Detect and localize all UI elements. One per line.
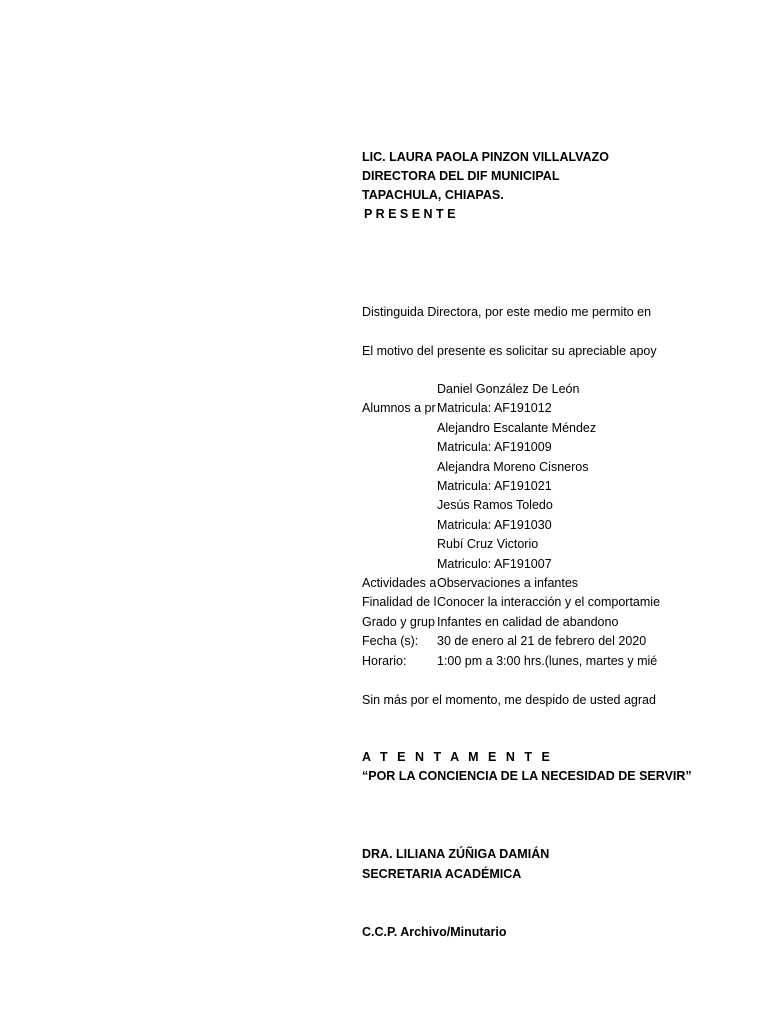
recipient-name: LIC. LAURA PAOLA PINZON VILLALVAZO xyxy=(362,150,609,164)
table-row-label: Fecha (s): xyxy=(362,634,419,648)
table-row-value: Matricula: AF191009 xyxy=(437,440,552,454)
table-row-value: Matriculo: AF191007 xyxy=(437,557,552,571)
table-row xyxy=(362,594,762,610)
table-row-value: Rubí Cruz Victorio xyxy=(437,537,539,551)
table-row-label: Finalidad de l xyxy=(362,595,437,609)
greeting-paragraph: Distinguida Directora, por este medio me permito en xyxy=(362,305,652,319)
table-row xyxy=(362,556,762,572)
table-row xyxy=(362,614,762,630)
table-row-value: 1:00 pm a 3:00 hrs.(lunes, martes y mié xyxy=(437,654,658,668)
table-row xyxy=(362,400,762,416)
table-row-value: Matricula: AF191021 xyxy=(437,479,552,493)
table-row xyxy=(362,517,762,533)
motive-paragraph: El motivo del presente es solicitar su apreciable apoy xyxy=(362,344,657,358)
table-row xyxy=(362,497,762,513)
table-row-value: Daniel González De León xyxy=(437,382,580,396)
table-row-value: Alejandra Moreno Cisneros xyxy=(437,460,589,474)
table-row xyxy=(362,633,762,649)
table-row-value: Infantes en calidad de abandono xyxy=(437,615,619,629)
table-row xyxy=(362,575,762,591)
letter-body xyxy=(362,0,692,1024)
signer-name: DRA. LILIANA ZÚÑIGA DAMIÁN xyxy=(362,847,550,861)
signer-title: SECRETARIA ACADÉMICA xyxy=(362,867,522,881)
presente-label: P R E S E N T E xyxy=(364,207,456,221)
table-row-value: Conocer la interacción y el comportamie xyxy=(437,595,661,609)
table-row xyxy=(362,459,762,475)
table-row xyxy=(362,653,762,669)
table-row-label: Horario: xyxy=(362,654,407,668)
table-row xyxy=(362,420,762,436)
table-row-value: Matricula: AF191030 xyxy=(437,518,552,532)
table-row-value: Jesús Ramos Toledo xyxy=(437,498,553,512)
table-row-value: 30 de enero al 21 de febrero del 2020 xyxy=(437,634,647,648)
table-row xyxy=(362,381,762,397)
table-row xyxy=(362,478,762,494)
motto: “POR LA CONCIENCIA DE LA NECESIDAD DE SERVIR” xyxy=(362,769,692,783)
table-row-value: Alejandro Escalante Méndez xyxy=(437,421,597,435)
table-row-label: Grado y grup xyxy=(362,615,435,629)
atentamente-label: A T E N T A M E N T E xyxy=(362,750,553,764)
table-row-label: Alumnos a pr xyxy=(362,401,436,415)
table-row-value: Observaciones a infantes xyxy=(437,576,579,590)
table-row-label: Actividades a xyxy=(362,576,437,590)
recipient-city: TAPACHULA, CHIAPAS. xyxy=(362,188,504,202)
table-row xyxy=(362,536,762,552)
recipient-position: DIRECTORA DEL DIF MUNICIPAL xyxy=(362,169,560,183)
table-row xyxy=(362,439,762,455)
table-row-value: Matricula: AF191012 xyxy=(437,401,552,415)
ccp-line: C.C.P. Archivo/Minutario xyxy=(362,925,507,939)
closing-paragraph: Sin más por el momento, me despido de usted agrad xyxy=(362,693,656,707)
